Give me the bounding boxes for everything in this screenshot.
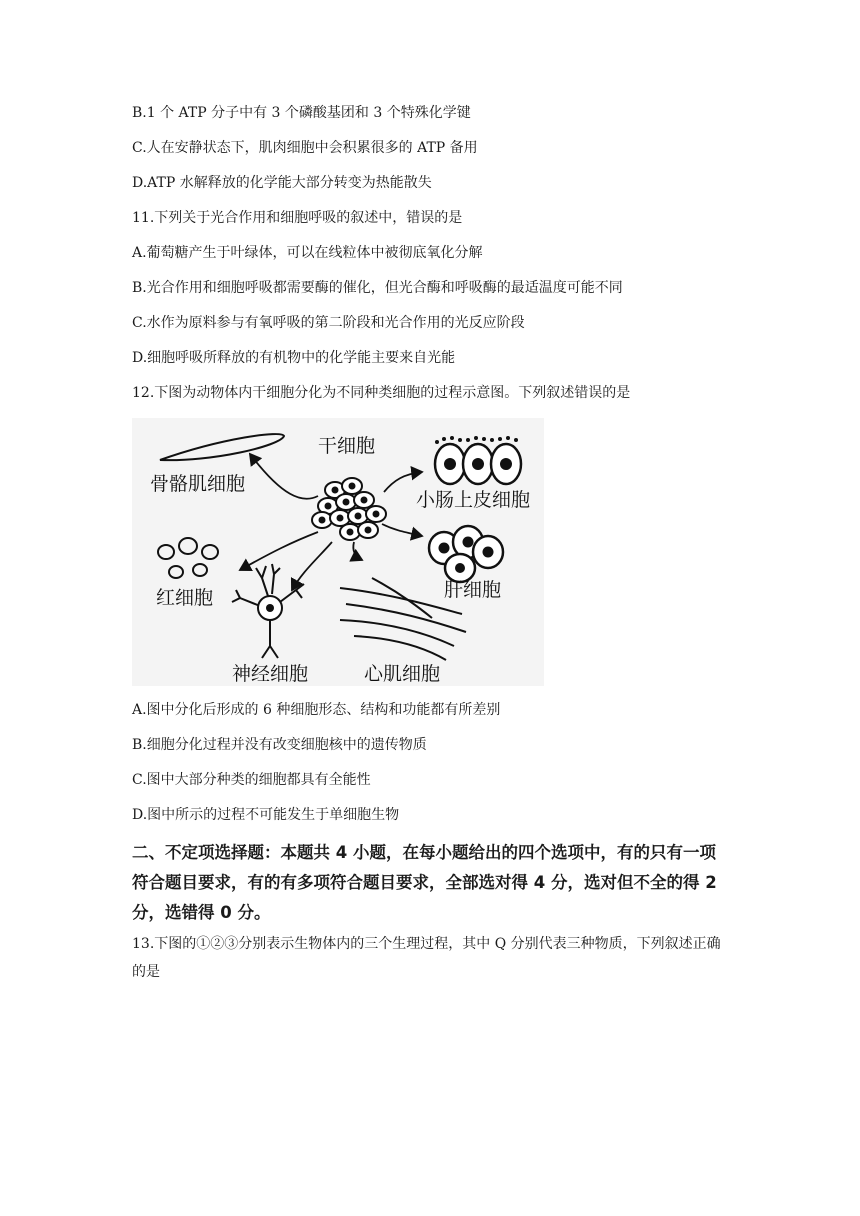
q12-option-a: A.图中分化后形成的 6 种细胞形态、结构和功能都有所差别 — [132, 702, 501, 718]
q12-option-b: B.细胞分化过程并没有改变细胞核中的遗传物质 — [132, 737, 427, 753]
q12-option-c: C.图中大部分种类的细胞都具有全能性 — [132, 772, 371, 788]
label-red-blood-cell: 红细胞 — [156, 587, 214, 609]
label-stem-cell: 干细胞 — [318, 435, 376, 457]
q11-option-a: A.葡萄糖产生于叶绿体，可以在线粒体中被彻底氧化分解 — [132, 245, 483, 261]
label-cardiac-muscle-cell: 心肌细胞 — [364, 663, 441, 685]
q10-option-b: B.1 个 ATP 分子中有 3 个磷酸基团和 3 个特殊化学键 — [132, 105, 471, 121]
label-liver-cell: 肝细胞 — [444, 579, 502, 601]
stem-cell-differentiation-figure — [132, 418, 544, 686]
q11-option-d: D.细胞呼吸所释放的有机物中的化学能主要来自光能 — [132, 350, 456, 366]
q13-stem: 13.下图的①②③分别表示生物体内的三个生理过程，其中 Q 分别代表三种物质，下列叙述正确的是 — [132, 936, 721, 980]
q10-option-d: D.ATP 水解释放的化学能大部分转变为热能散失 — [132, 175, 432, 191]
label-skeletal-muscle-cell: 骨骼肌细胞 — [150, 473, 246, 495]
label-intestinal-epithelial-cell: 小肠上皮细胞 — [416, 489, 531, 511]
label-neuron: 神经细胞 — [232, 663, 309, 685]
q10-option-c: C.人在安静状态下，肌肉细胞中会积累很多的 ATP 备用 — [132, 140, 478, 156]
section-2-heading: 二、不定项选择题：本题共 4 小题，在每小题给出的四个选项中，有的只有一项符合题目要求，有的有多项符合题目要求，全部选对得 4 分，选对但不全的得 2 分，选错得 0 分。 — [132, 843, 717, 922]
q12-option-d: D.图中所示的过程不可能发生于单细胞生物 — [132, 807, 400, 823]
q11-option-c: C.水作为原料参与有氧呼吸的第二阶段和光合作用的光反应阶段 — [132, 315, 525, 331]
q11-stem: 11.下列关于光合作用和细胞呼吸的叙述中，错误的是 — [132, 210, 463, 226]
q11-option-b: B.光合作用和细胞呼吸都需要酶的催化，但光合酶和呼吸酶的最适温度可能不同 — [132, 280, 623, 296]
q12-stem: 12.下图为动物体内干细胞分化为不同种类细胞的过程示意图。下列叙述错误的是 — [132, 385, 631, 401]
